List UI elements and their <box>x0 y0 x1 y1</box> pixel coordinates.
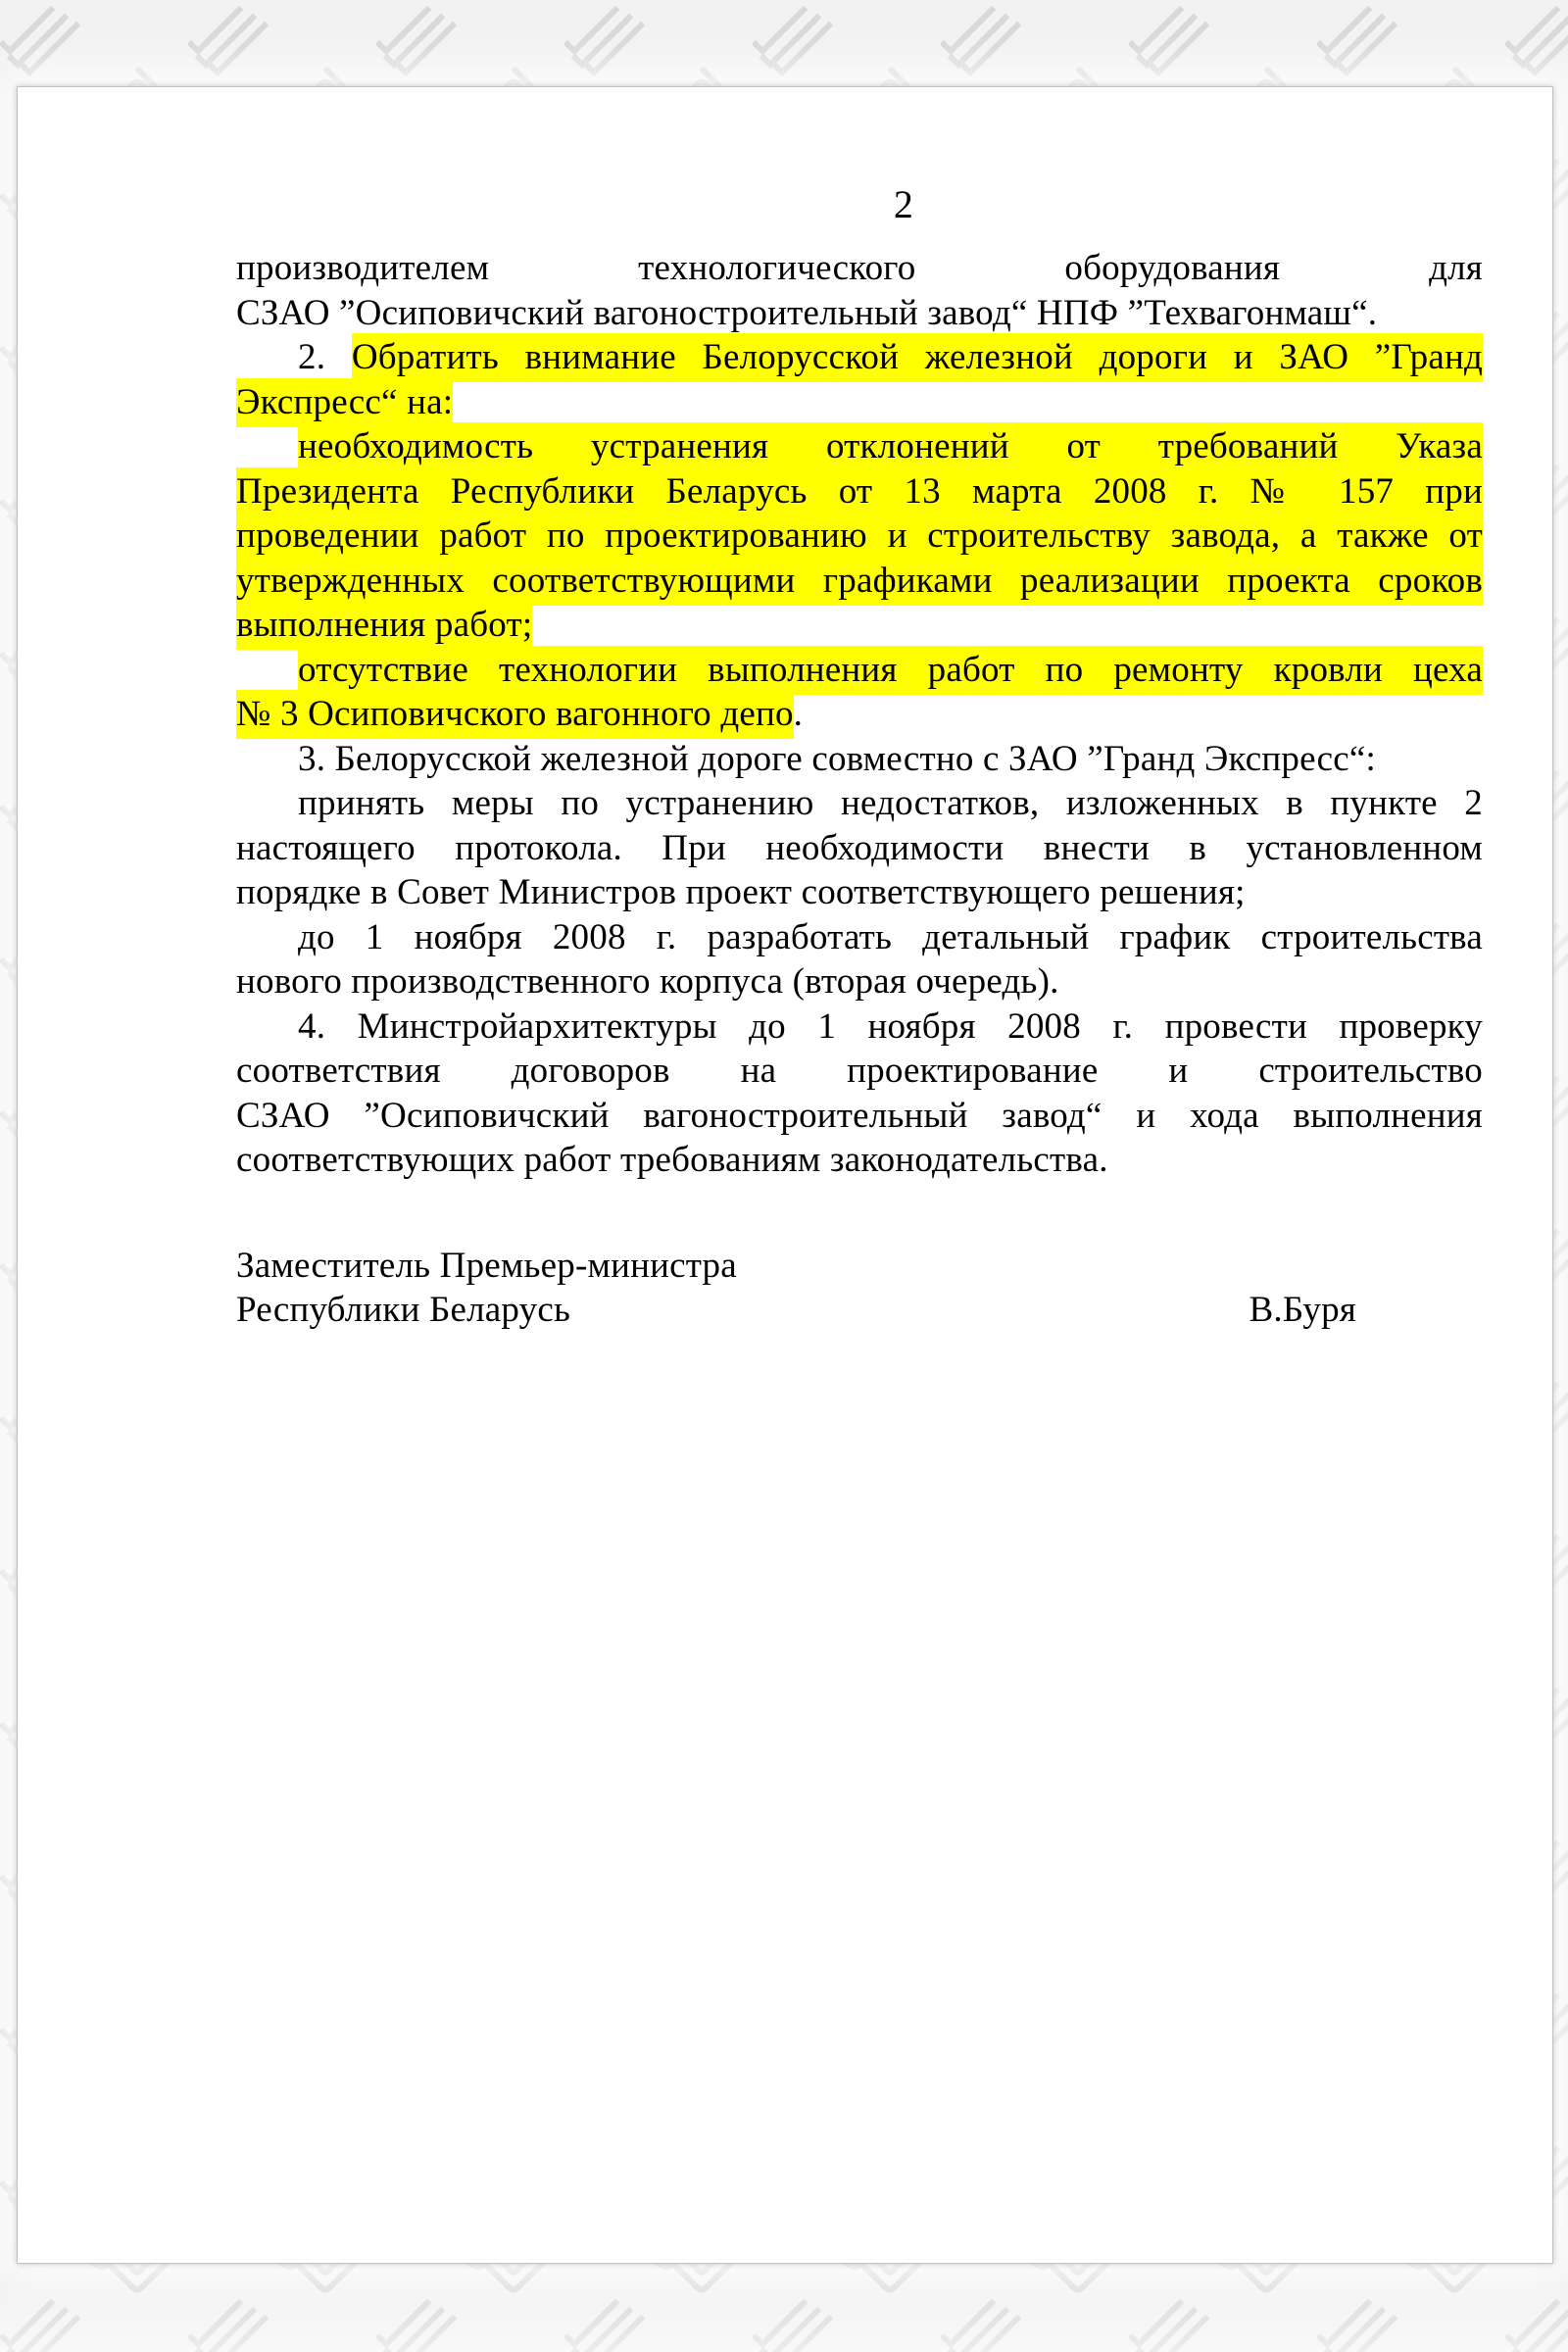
highlighted-text: Президента Республики Беларусь от 13 марта 2008 г. № 157 при <box>236 467 1483 516</box>
text-line <box>236 1049 1483 1094</box>
text-line <box>236 1004 1483 1050</box>
text-segment: соответствующих работ требованиям законодательства. <box>236 1140 1108 1180</box>
text-line <box>236 826 1483 871</box>
signature-block <box>236 1244 1483 1333</box>
text-segment: 3. Белорусской железной дороге совместно с ЗАО ”Гранд Экспресс“: <box>298 738 1377 779</box>
signatory-name: В.Буря <box>1249 1290 1356 1330</box>
text-segment: порядке в Совет Министров проект соответствующего решения; <box>236 872 1246 912</box>
highlighted-text: Экспресс“ на: <box>236 378 453 427</box>
text-segment: 2. <box>298 337 352 377</box>
text-line <box>236 915 1483 960</box>
text-line <box>236 559 1483 604</box>
text-line <box>236 648 1483 693</box>
highlighted-text: отсутствие технологии выполнения работ по ремонту кровли цеха <box>298 646 1483 695</box>
signatory-title-line1: Заместитель Премьер-министра <box>236 1245 737 1286</box>
text-segment: соответствия договоров на проектирование и строительство <box>236 1051 1483 1091</box>
highlighted-text: Обратить внимание Белорусской железной дороги и ЗАО ”Гранд <box>352 333 1483 382</box>
text-line <box>236 692 1483 737</box>
text-line <box>236 737 1483 782</box>
text-line <box>236 335 1483 380</box>
highlighted-text: выполнения работ; <box>236 601 532 650</box>
document-page <box>17 86 1553 2264</box>
signature-row <box>236 1288 1483 1333</box>
text-segment: принять меры по устранению недостатков, изложенных в пункте 2 <box>298 783 1483 823</box>
text-segment: нового производственного корпуса (вторая очередь). <box>236 961 1059 1002</box>
text-line <box>236 291 1483 336</box>
text-segment: СЗАО ”Осиповичский вагоностроительный завод“ и хода выполнения <box>236 1095 1483 1136</box>
text-line <box>236 424 1483 469</box>
text-segment: СЗАО ”Осиповичский вагоностроительный завод“ НПФ ”Техвагонмаш“. <box>236 292 1378 333</box>
text-segment: до 1 ноября 2008 г. разработать детальный график строительства <box>298 916 1483 957</box>
text-segment: производителем технологического оборудования для <box>236 248 1483 288</box>
text-line <box>236 469 1483 514</box>
text-segment: 4. Минстройархитектуры до 1 ноября 2008 г. провести проверку <box>298 1005 1483 1047</box>
highlighted-text: проведении работ по проектированию и строительству завода, а также от <box>236 512 1483 561</box>
text-line <box>236 603 1483 648</box>
text-line <box>236 1094 1483 1139</box>
text-segment: настоящего протокола. При необходимости внести в установленном <box>236 827 1483 868</box>
document-content <box>236 182 1483 1333</box>
text-line <box>236 514 1483 559</box>
text-line <box>236 870 1483 915</box>
document-body <box>236 246 1483 1183</box>
text-line <box>236 781 1483 826</box>
text-line <box>236 959 1483 1004</box>
highlighted-text: № 3 Осиповичского вагонного депо <box>236 690 794 739</box>
page-number: 2 <box>893 182 914 226</box>
text-line <box>236 246 1483 291</box>
signatory-title-line2: Республики Беларусь <box>236 1290 571 1330</box>
text-line <box>236 1138 1483 1183</box>
text-line <box>236 380 1483 425</box>
highlighted-text: утвержденных соответствующими графиками реализации проекта сроков <box>236 557 1483 606</box>
text-segment: . <box>793 694 804 734</box>
highlighted-text: необходимость устранения отклонений от требований Указа <box>298 422 1483 471</box>
